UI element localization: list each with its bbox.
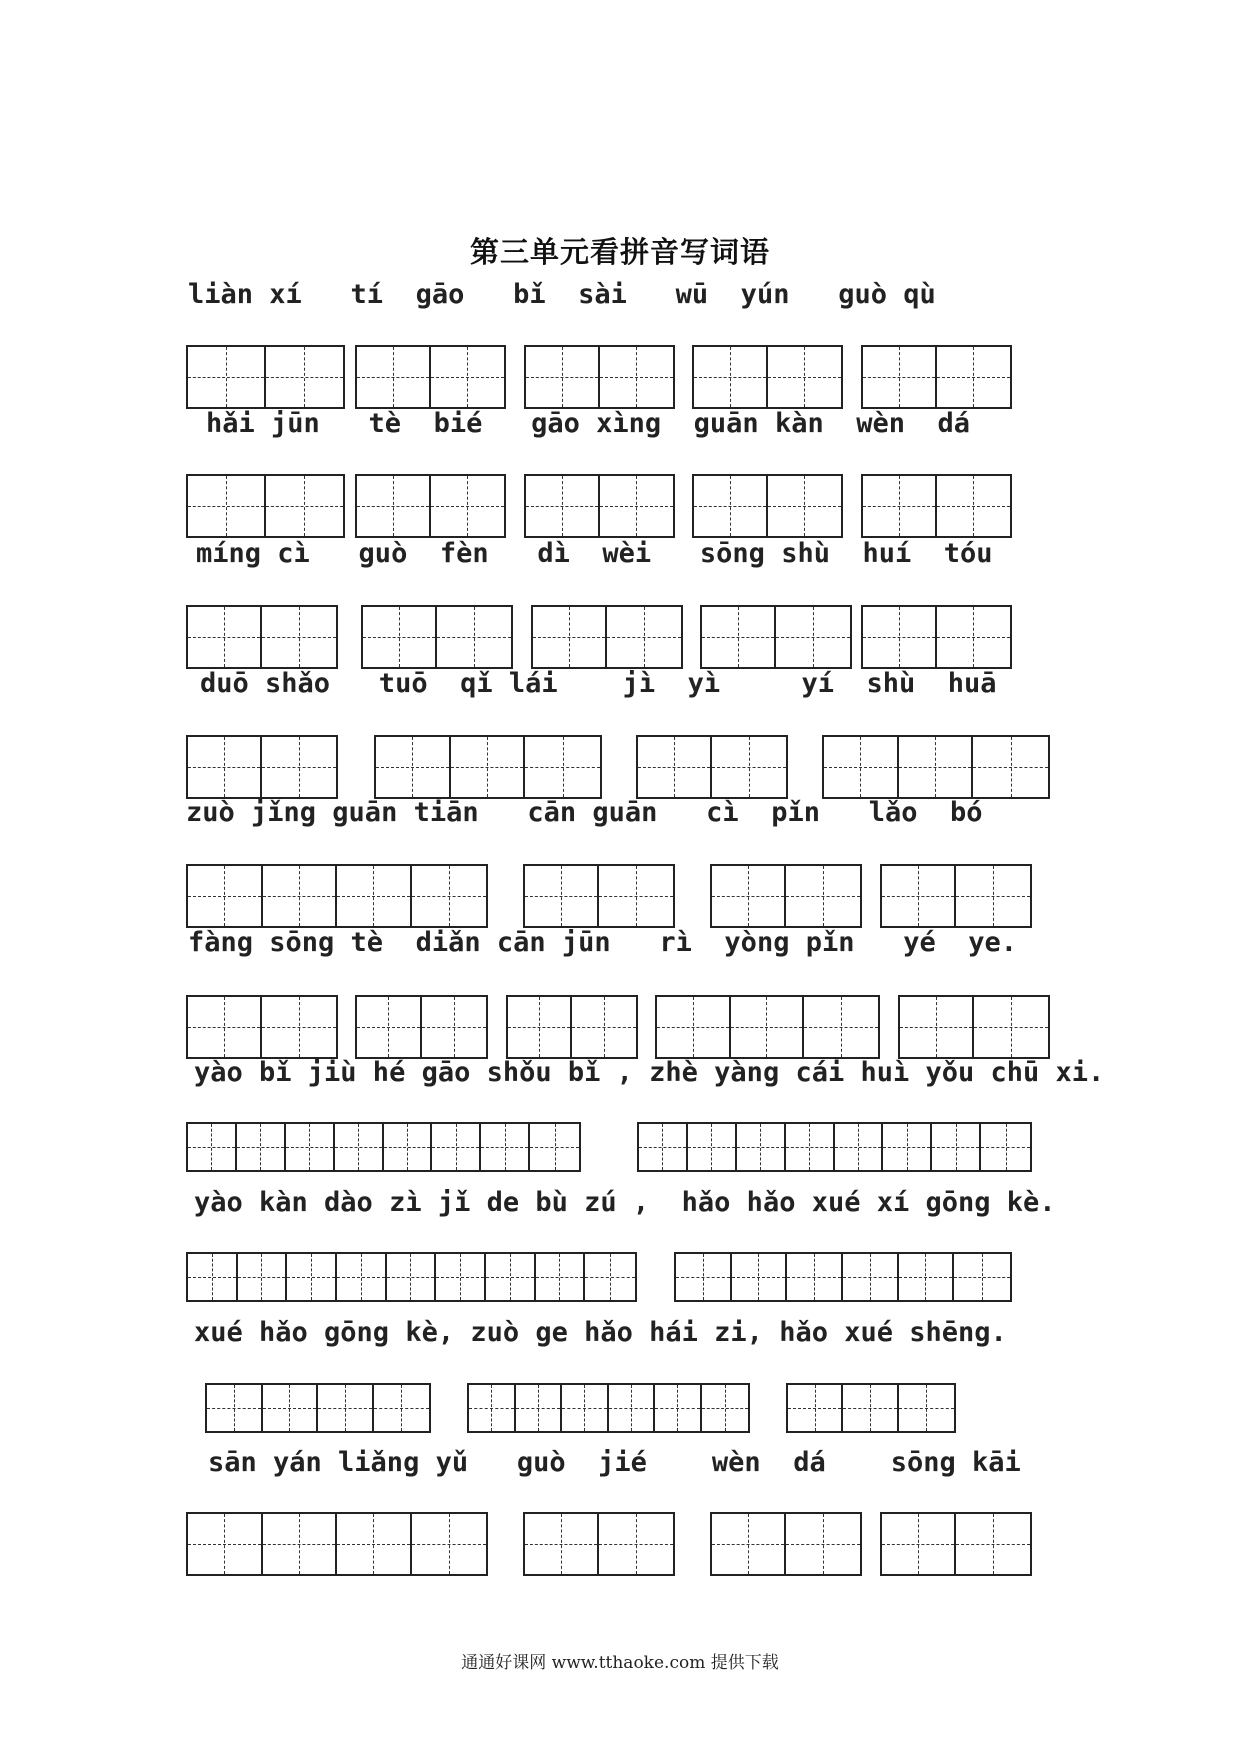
cell-guide-horizontal [263, 1408, 317, 1409]
cell-guide-horizontal [937, 506, 1011, 507]
character-cell[interactable] [262, 607, 336, 667]
cell-guide-horizontal [981, 1147, 1030, 1148]
cell-guide-horizontal [835, 1147, 882, 1148]
cell-guide-horizontal [188, 1147, 235, 1148]
page-title: 第三单元看拼音写词语 [469, 235, 770, 269]
cell-guide-horizontal [599, 1544, 673, 1545]
pinyin-line: fàng sōng tè diǎn cān jūn rì yòng pǐn yé ye. [188, 927, 1018, 958]
character-cell[interactable] [387, 1254, 437, 1300]
character-cell[interactable] [337, 866, 412, 926]
character-cell[interactable] [900, 997, 974, 1057]
character-cell[interactable] [600, 347, 674, 407]
writing-grid[interactable] [467, 1383, 750, 1433]
character-cell[interactable] [526, 347, 600, 407]
character-cell[interactable] [737, 1124, 786, 1170]
character-cell[interactable] [263, 1385, 319, 1431]
cell-guide-horizontal [287, 1277, 335, 1278]
cell-guide-horizontal [486, 1277, 534, 1278]
cell-guide-horizontal [266, 506, 344, 507]
character-cell[interactable] [639, 1124, 688, 1170]
cell-guide-horizontal [694, 506, 766, 507]
writing-grid[interactable] [186, 345, 345, 409]
writing-grid[interactable] [636, 735, 788, 799]
cell-guide-horizontal [357, 1027, 420, 1028]
writing-grid[interactable] [710, 864, 862, 928]
cell-guide-horizontal [776, 637, 850, 638]
writing-grid[interactable] [374, 735, 602, 799]
cell-guide-horizontal [533, 637, 605, 638]
cell-guide-horizontal [238, 1277, 286, 1278]
cell-guide-horizontal [600, 377, 674, 378]
cell-guide-horizontal [431, 506, 505, 507]
cell-guide-horizontal [786, 1544, 860, 1545]
character-cell[interactable] [899, 737, 974, 797]
cell-guide-horizontal [824, 767, 897, 768]
cell-guide-horizontal [451, 767, 524, 768]
character-cell[interactable] [768, 476, 842, 536]
character-cell[interactable] [786, 1124, 835, 1170]
character-cell[interactable] [702, 607, 776, 667]
writing-grid[interactable] [186, 864, 488, 928]
cell-guide-horizontal [899, 1408, 954, 1409]
writing-grid[interactable] [692, 345, 843, 409]
cell-guide-horizontal [188, 896, 261, 897]
cell-guide-horizontal [188, 637, 260, 638]
cell-guide-horizontal [262, 1027, 336, 1028]
cell-guide-horizontal [768, 377, 842, 378]
character-cell[interactable] [525, 737, 600, 797]
character-cell[interactable] [469, 1385, 516, 1431]
cell-guide-horizontal [639, 1147, 686, 1148]
cell-guide-horizontal [843, 1277, 897, 1278]
pinyin-line: yào kàn dào zì jǐ de bù zú , hǎo hǎo xué xí gōng kè. [194, 1187, 1056, 1218]
writing-grid[interactable] [186, 1252, 637, 1302]
cell-guide-horizontal [335, 1147, 382, 1148]
cell-guide-horizontal [525, 896, 597, 897]
writing-grid[interactable] [531, 605, 683, 669]
cell-guide-horizontal [737, 1147, 784, 1148]
cell-guide-horizontal [525, 1544, 597, 1545]
character-cell[interactable] [599, 1514, 673, 1574]
writing-grid[interactable] [355, 345, 506, 409]
character-cell[interactable] [863, 347, 937, 407]
cell-guide-horizontal [787, 1277, 841, 1278]
character-cell[interactable] [437, 607, 511, 667]
cell-guide-horizontal [712, 767, 786, 768]
cell-guide-horizontal [188, 506, 264, 507]
writing-grid[interactable] [861, 605, 1012, 669]
cell-guide-horizontal [712, 896, 784, 897]
character-cell[interactable] [712, 737, 786, 797]
character-cell[interactable] [263, 1514, 338, 1574]
cell-guide-horizontal [609, 1408, 654, 1409]
character-cell[interactable] [533, 607, 607, 667]
cell-guide-horizontal [526, 377, 598, 378]
character-cell[interactable] [956, 866, 1030, 926]
writing-grid[interactable] [822, 735, 1050, 799]
writing-grid[interactable] [205, 1383, 431, 1433]
character-cell[interactable] [585, 1254, 635, 1300]
cell-guide-horizontal [562, 1408, 607, 1409]
writing-grid[interactable] [524, 474, 675, 538]
cell-guide-horizontal [188, 767, 260, 768]
writing-grid[interactable] [186, 995, 338, 1059]
character-cell[interactable] [638, 737, 712, 797]
character-cell[interactable] [788, 1385, 843, 1431]
cell-guide-horizontal [732, 1277, 786, 1278]
character-cell[interactable] [974, 997, 1048, 1057]
cell-guide-horizontal [188, 377, 264, 378]
writing-grid[interactable] [186, 1512, 488, 1576]
writing-grid[interactable] [506, 995, 638, 1059]
cell-guide-horizontal [676, 1277, 730, 1278]
cell-guide-horizontal [286, 1147, 333, 1148]
character-cell[interactable] [188, 1124, 237, 1170]
cell-guide-horizontal [207, 1408, 261, 1409]
character-cell[interactable] [688, 1124, 737, 1170]
cell-guide-horizontal [437, 637, 511, 638]
cell-guide-horizontal [956, 1544, 1030, 1545]
character-cell[interactable] [188, 866, 263, 926]
cell-guide-horizontal [843, 1408, 896, 1409]
writing-grid[interactable] [710, 1512, 862, 1576]
writing-grid[interactable] [186, 605, 338, 669]
cell-guide-horizontal [702, 637, 774, 638]
character-cell[interactable] [376, 737, 451, 797]
character-cell[interactable] [655, 1385, 702, 1431]
character-cell[interactable] [956, 1514, 1030, 1574]
writing-grid[interactable] [355, 995, 488, 1059]
character-cell[interactable] [238, 1254, 288, 1300]
cell-guide-horizontal [357, 377, 429, 378]
cell-guide-horizontal [786, 896, 860, 897]
pinyin-line: yào bǐ jiù hé gāo shǒu bǐ , zhè yàng cái huì yǒu chū xi. [194, 1057, 1105, 1088]
character-cell[interactable] [262, 997, 336, 1057]
character-cell[interactable] [530, 1124, 579, 1170]
cell-guide-horizontal [899, 1277, 953, 1278]
writing-grid[interactable] [786, 1383, 956, 1433]
cell-guide-horizontal [431, 377, 505, 378]
character-cell[interactable] [384, 1124, 433, 1170]
character-cell[interactable] [609, 1385, 656, 1431]
character-cell[interactable] [899, 1385, 954, 1431]
character-cell[interactable] [562, 1385, 609, 1431]
character-cell[interactable] [287, 1254, 337, 1300]
pinyin-line: hǎi jūn tè bié gāo xìng guān kàn wèn dá [206, 408, 971, 439]
cell-guide-horizontal [883, 1147, 930, 1148]
cell-guide-horizontal [607, 637, 681, 638]
cell-guide-horizontal [655, 1408, 700, 1409]
character-cell[interactable] [188, 737, 262, 797]
cell-guide-horizontal [337, 896, 410, 897]
cell-guide-horizontal [702, 1408, 749, 1409]
cell-guide-horizontal [956, 896, 1030, 897]
writing-grid[interactable] [692, 474, 843, 538]
character-cell[interactable] [318, 1385, 374, 1431]
character-cell[interactable] [768, 347, 842, 407]
cell-guide-horizontal [599, 896, 673, 897]
character-cell[interactable] [412, 866, 487, 926]
writing-grid[interactable] [655, 995, 880, 1059]
cell-guide-horizontal [937, 377, 1011, 378]
cell-guide-horizontal [263, 896, 336, 897]
character-cell[interactable] [262, 737, 336, 797]
character-cell[interactable] [412, 1514, 487, 1574]
character-cell[interactable] [937, 476, 1011, 536]
cell-guide-horizontal [318, 1408, 372, 1409]
character-cell[interactable] [694, 347, 768, 407]
cell-guide-horizontal [788, 1408, 841, 1409]
character-cell[interactable] [432, 1124, 481, 1170]
cell-guide-horizontal [266, 377, 344, 378]
cell-guide-horizontal [237, 1147, 284, 1148]
cell-guide-horizontal [585, 1277, 635, 1278]
character-cell[interactable] [486, 1254, 536, 1300]
character-cell[interactable] [932, 1124, 981, 1170]
character-cell[interactable] [843, 1254, 899, 1300]
character-cell[interactable] [525, 866, 599, 926]
cell-guide-horizontal [899, 767, 972, 768]
writing-grid[interactable] [700, 605, 852, 669]
character-cell[interactable] [374, 1385, 430, 1431]
character-cell[interactable] [607, 607, 681, 667]
character-cell[interactable] [937, 607, 1011, 667]
character-cell[interactable] [337, 1514, 412, 1574]
character-cell[interactable] [525, 1514, 599, 1574]
character-cell[interactable] [357, 997, 422, 1057]
writing-grid[interactable] [674, 1252, 1012, 1302]
character-cell[interactable] [712, 866, 786, 926]
character-cell[interactable] [337, 1254, 387, 1300]
writing-grid[interactable] [898, 995, 1050, 1059]
character-cell[interactable] [188, 607, 262, 667]
character-cell[interactable] [676, 1254, 732, 1300]
cell-guide-horizontal [657, 1027, 729, 1028]
character-cell[interactable] [787, 1254, 843, 1300]
writing-grid[interactable] [186, 735, 338, 799]
writing-grid[interactable] [637, 1122, 1032, 1172]
cell-guide-horizontal [638, 767, 710, 768]
cell-guide-horizontal [422, 1027, 487, 1028]
cell-guide-horizontal [804, 1027, 878, 1028]
character-cell[interactable] [694, 476, 768, 536]
character-cell[interactable] [263, 866, 338, 926]
character-cell[interactable] [824, 737, 899, 797]
character-cell[interactable] [451, 737, 526, 797]
character-cell[interactable] [732, 1254, 788, 1300]
cell-guide-horizontal [432, 1147, 479, 1148]
cell-guide-horizontal [694, 377, 766, 378]
character-cell[interactable] [863, 607, 937, 667]
character-cell[interactable] [536, 1254, 586, 1300]
character-cell[interactable] [286, 1124, 335, 1170]
character-cell[interactable] [981, 1124, 1030, 1170]
character-cell[interactable] [883, 1124, 932, 1170]
pinyin-line: liàn xí tí gāo bǐ sài wū yún guò qù [188, 279, 936, 310]
pinyin-line: sān yán liǎng yǔ guò jié wèn dá sōng kāi [208, 1447, 1021, 1478]
character-cell[interactable] [188, 1254, 238, 1300]
cell-guide-horizontal [937, 637, 1011, 638]
cell-guide-horizontal [731, 1027, 803, 1028]
character-cell[interactable] [188, 1514, 263, 1574]
writing-grid[interactable] [523, 1512, 675, 1576]
writing-grid[interactable] [880, 1512, 1032, 1576]
cell-guide-horizontal [363, 637, 435, 638]
character-cell[interactable] [357, 476, 431, 536]
cell-guide-horizontal [863, 637, 935, 638]
pinyin-line: duō shǎo tuō qǐ lái jì yì yí shù huā [200, 668, 997, 699]
cell-guide-horizontal [384, 1147, 431, 1148]
cell-guide-horizontal [600, 506, 674, 507]
character-cell[interactable] [207, 1385, 263, 1431]
character-cell[interactable] [899, 1254, 955, 1300]
character-cell[interactable] [786, 1514, 860, 1574]
character-cell[interactable] [937, 347, 1011, 407]
cell-guide-horizontal [481, 1147, 528, 1148]
cell-guide-horizontal [688, 1147, 735, 1148]
character-cell[interactable] [431, 347, 505, 407]
cell-guide-horizontal [387, 1277, 435, 1278]
writing-grid[interactable] [523, 864, 675, 928]
cell-guide-horizontal [516, 1408, 561, 1409]
pinyin-line: zuò jǐng guān tiān cān guān cì pǐn lǎo bó [186, 797, 983, 828]
cell-guide-horizontal [262, 767, 336, 768]
character-cell[interactable] [702, 1385, 749, 1431]
character-cell[interactable] [422, 997, 487, 1057]
cell-guide-horizontal [188, 1544, 261, 1545]
writing-grid[interactable] [355, 474, 506, 538]
character-cell[interactable] [657, 997, 731, 1057]
character-cell[interactable] [508, 997, 572, 1057]
character-cell[interactable] [526, 476, 600, 536]
character-cell[interactable] [266, 347, 344, 407]
character-cell[interactable] [776, 607, 850, 667]
cell-guide-horizontal [863, 377, 935, 378]
cell-guide-horizontal [412, 896, 487, 897]
cell-guide-horizontal [572, 1027, 636, 1028]
character-cell[interactable] [357, 347, 431, 407]
character-cell[interactable] [600, 476, 674, 536]
cell-guide-horizontal [786, 1147, 833, 1148]
cell-guide-horizontal [374, 1408, 430, 1409]
cell-guide-horizontal [337, 1277, 385, 1278]
character-cell[interactable] [731, 997, 805, 1057]
character-cell[interactable] [712, 1514, 786, 1574]
character-cell[interactable] [363, 607, 437, 667]
writing-grid[interactable] [186, 474, 345, 538]
cell-guide-horizontal [337, 1544, 410, 1545]
cell-guide-horizontal [954, 1277, 1010, 1278]
writing-grid[interactable] [186, 1122, 581, 1172]
cell-guide-horizontal [863, 506, 935, 507]
character-cell[interactable] [188, 347, 266, 407]
cell-guide-horizontal [508, 1027, 570, 1028]
writing-grid[interactable] [880, 864, 1032, 928]
character-cell[interactable] [436, 1254, 486, 1300]
cell-guide-horizontal [263, 1544, 336, 1545]
cell-guide-horizontal [536, 1277, 584, 1278]
writing-grid[interactable] [524, 345, 675, 409]
writing-grid[interactable] [361, 605, 513, 669]
character-cell[interactable] [786, 866, 860, 926]
character-cell[interactable] [188, 997, 262, 1057]
cell-guide-horizontal [882, 1544, 954, 1545]
cell-guide-horizontal [768, 506, 842, 507]
footer-text: 通通好课网 www.tthaoke.com 提供下载 [461, 1653, 779, 1673]
cell-guide-horizontal [932, 1147, 979, 1148]
writing-grid[interactable] [861, 474, 1012, 538]
writing-grid[interactable] [861, 345, 1012, 409]
character-cell[interactable] [266, 476, 344, 536]
character-cell[interactable] [516, 1385, 563, 1431]
character-cell[interactable] [973, 737, 1048, 797]
cell-guide-horizontal [357, 506, 429, 507]
cell-guide-horizontal [469, 1408, 514, 1409]
cell-guide-horizontal [712, 1544, 784, 1545]
character-cell[interactable] [599, 866, 673, 926]
character-cell[interactable] [843, 1385, 898, 1431]
character-cell[interactable] [572, 997, 636, 1057]
cell-guide-horizontal [188, 1027, 260, 1028]
character-cell[interactable] [804, 997, 878, 1057]
character-cell[interactable] [188, 476, 266, 536]
cell-guide-horizontal [376, 767, 449, 768]
character-cell[interactable] [954, 1254, 1010, 1300]
cell-guide-horizontal [882, 896, 954, 897]
cell-guide-horizontal [188, 1277, 236, 1278]
character-cell[interactable] [863, 476, 937, 536]
pinyin-line: míng cì guò fèn dì wèi sōng shù huí tóu [196, 538, 993, 569]
cell-guide-horizontal [974, 1027, 1048, 1028]
character-cell[interactable] [882, 1514, 956, 1574]
character-cell[interactable] [481, 1124, 530, 1170]
cell-guide-horizontal [530, 1147, 579, 1148]
character-cell[interactable] [431, 476, 505, 536]
pinyin-line: xué hǎo gōng kè, zuò ge hǎo hái zi, hǎo xué shēng. [194, 1317, 1007, 1348]
cell-guide-horizontal [436, 1277, 484, 1278]
character-cell[interactable] [335, 1124, 384, 1170]
cell-guide-horizontal [262, 637, 336, 638]
character-cell[interactable] [237, 1124, 286, 1170]
cell-guide-horizontal [525, 767, 600, 768]
character-cell[interactable] [835, 1124, 884, 1170]
cell-guide-horizontal [973, 767, 1048, 768]
cell-guide-horizontal [526, 506, 598, 507]
cell-guide-horizontal [900, 1027, 972, 1028]
character-cell[interactable] [882, 866, 956, 926]
cell-guide-horizontal [412, 1544, 487, 1545]
